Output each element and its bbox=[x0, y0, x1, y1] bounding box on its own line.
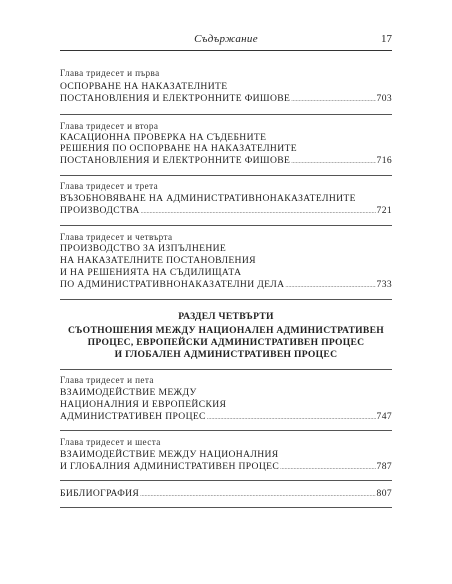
dot-leader bbox=[280, 461, 375, 473]
toc-line: ВЗАИМОДЕЙСТВИЕ МЕЖДУ bbox=[60, 387, 197, 398]
toc-entry-title: БИБЛИОГРАФИЯ bbox=[60, 488, 140, 499]
toc-line: ВЗАИМОДЕЙСТВИЕ МЕЖДУ НАЦИОНАЛНИЯ bbox=[60, 449, 279, 460]
chapter-label: Глава тридесет и първа bbox=[60, 68, 160, 78]
toc-line: НАЦИОНАЛНИЯ И ЕВРОПЕЙСКИЯ bbox=[60, 399, 227, 410]
toc-page-number: 747 bbox=[376, 411, 392, 422]
toc-entry-title: ПРОИЗВОДСТВА bbox=[60, 205, 140, 216]
chapter-label: Глава тридесет и пета bbox=[60, 375, 154, 385]
toc-entry-bibliography[interactable] bbox=[60, 488, 392, 500]
divider bbox=[60, 114, 392, 115]
toc-entry[interactable] bbox=[60, 461, 392, 473]
toc-entry-title: АДМИНИСТРАТИВЕН ПРОЦЕС bbox=[60, 411, 206, 422]
dot-leader bbox=[291, 93, 375, 105]
chapter-label: Глава тридесет и втора bbox=[60, 121, 159, 131]
toc-line: КАСАЦИОННА ПРОВЕРКА НА СЪДЕБНИТЕ bbox=[60, 132, 267, 143]
running-title: Съдържание bbox=[194, 33, 258, 45]
toc-entry[interactable] bbox=[60, 93, 392, 105]
dot-leader bbox=[207, 411, 376, 423]
toc-page-number: 703 bbox=[376, 93, 392, 104]
divider bbox=[60, 225, 392, 226]
toc-entry-title: ПО АДМИНИСТРАТИВНОНАКАЗАТЕЛНИ ДЕЛА bbox=[60, 279, 285, 290]
divider bbox=[60, 369, 392, 370]
dot-leader bbox=[285, 279, 375, 291]
toc-line: НА НАКАЗАТЕЛНИТЕ ПОСТАНОВЛЕНИЯ bbox=[60, 255, 256, 266]
divider bbox=[60, 299, 392, 300]
dot-leader bbox=[291, 155, 375, 167]
toc-page-number: 787 bbox=[376, 461, 392, 472]
toc-entry[interactable] bbox=[60, 279, 392, 291]
section-title-line: СЪОТНОШЕНИЯ МЕЖДУ НАЦИОНАЛЕН АДМИНИСТРАТИВЕН bbox=[67, 325, 385, 336]
divider bbox=[60, 480, 392, 481]
toc-line: ПРОИЗВОДСТВО ЗА ИЗПЪЛНЕНИЕ bbox=[60, 243, 227, 254]
toc-line: ВЪЗОБНОВЯВАНЕ НА АДМИНИСТРАТИВНОНАКАЗАТЕЛНИТЕ bbox=[60, 193, 356, 204]
divider bbox=[60, 175, 392, 176]
divider bbox=[60, 507, 392, 508]
chapter-label: Глава тридесет и шеста bbox=[60, 437, 161, 447]
toc-entry[interactable] bbox=[60, 205, 392, 217]
toc-entry-title: ПОСТАНОВЛЕНИЯ И ЕЛЕКТРОННИТЕ ФИШОВЕ bbox=[60, 93, 291, 104]
toc-entry[interactable] bbox=[60, 155, 392, 167]
divider bbox=[60, 430, 392, 431]
section-title-line: ПРОЦЕС, ЕВРОПЕЙСКИ АДМИНИСТРАТИВЕН ПРОЦЕС bbox=[87, 337, 365, 348]
toc-entry-title: ПОСТАНОВЛЕНИЯ И ЕЛЕКТРОННИТЕ ФИШОВЕ bbox=[60, 155, 291, 166]
toc-page-number: 807 bbox=[376, 488, 392, 499]
toc-line: И НА РЕШЕНИЯТА НА СЪДИЛИЩАТА bbox=[60, 267, 242, 278]
header-rule bbox=[60, 50, 392, 51]
section-label: РАЗДЕЛ ЧЕТВЪРТИ bbox=[178, 311, 274, 322]
toc-entry[interactable] bbox=[60, 411, 392, 423]
running-header bbox=[60, 33, 392, 49]
page-number: 17 bbox=[381, 33, 392, 45]
dot-leader bbox=[140, 488, 375, 500]
toc-entry-title: И ГЛОБАЛНИЯ АДМИНИСТРАТИВЕН ПРОЦЕС bbox=[60, 461, 280, 472]
chapter-label: Глава тридесет и трета bbox=[60, 181, 159, 191]
chapter-label: Глава тридесет и четвърта bbox=[60, 232, 173, 242]
toc-page-number: 733 bbox=[376, 279, 392, 290]
dot-leader bbox=[141, 205, 376, 217]
toc-page-number: 721 bbox=[376, 205, 392, 216]
section-title-line: И ГЛОБАЛЕН АДМИНИСТРАТИВЕН ПРОЦЕС bbox=[114, 349, 338, 360]
toc-line: ОСПОРВАНЕ НА НАКАЗАТЕЛНИТЕ bbox=[60, 81, 228, 92]
toc-line: РЕШЕНИЯ ПО ОСПОРВАНЕ НА НАКАЗАТЕЛНИТЕ bbox=[60, 143, 297, 154]
toc-page-number: 716 bbox=[376, 155, 392, 166]
